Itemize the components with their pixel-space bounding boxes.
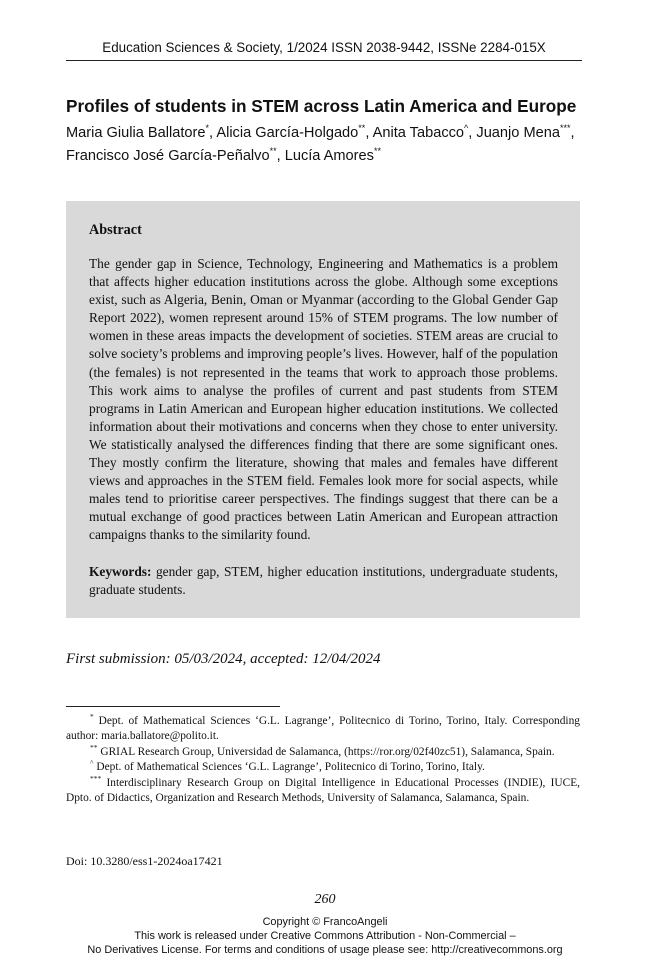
journal-header: Education Sciences & Society, 1/2024 ISSN 2038-9442, ISSNe 2284-015X [102, 40, 546, 55]
keywords-label: Keywords: [89, 564, 152, 579]
paper-title: Profiles of students in STEM across Latin America and Europe [66, 96, 577, 116]
license-line: This work is released under Creative Commons Attribution - Non-Commercial – [134, 930, 516, 942]
author: Francisco José García-Peñalvo**, [66, 146, 285, 164]
author: Alicia García-Holgado**, [216, 123, 373, 141]
abstract-box [66, 201, 580, 618]
footnote-rule [66, 706, 280, 707]
author-list [66, 122, 586, 168]
page-number: 260 [314, 892, 336, 907]
author: Anita Tabacco^, [372, 123, 477, 141]
keywords-list: gender gap, STEM, higher education institutions, undergraduate students, graduate students. [89, 564, 558, 598]
footnote: ** GRIAL Research Group, Universidad de Salamanca, (https://ror.org/02f40zc51), Salamanca, Spain. [90, 743, 555, 758]
license-notice [0, 915, 650, 957]
footnote: * Dept. of Mathematical Sciences ‘G.L. Lagrange’, Politecnico di Torino, Torino, Italy. Corresponding author: maria.ballatore@polito.it. [66, 712, 580, 743]
submission-dates: First submission: 05/03/2024, accepted: 12/04/2024 [66, 651, 381, 667]
header-rule [66, 60, 582, 61]
footnote: *** Interdisciplinary Research Group on Digital Intelligence in Educational Processes (INDIE), IUCE, Dpto. of Didactics, Organization and Research Methods, University of Salamanca, Salamanca, Spain. [66, 773, 580, 805]
footnotes [66, 714, 580, 806]
license-line[interactable]: No Derivatives License. For terms and conditions of usage please see: http://creativecommons.org [87, 944, 563, 956]
abstract-heading: Abstract [89, 222, 142, 238]
doi[interactable]: Doi: 10.3280/ess1-2024oa17421 [66, 854, 223, 868]
author: Juanjo Mena***, [476, 123, 575, 141]
keywords [89, 563, 558, 599]
abstract-text: The gender gap in Science, Technology, Engineering and Mathematics is a problem that affects higher education institutions across the globe. Although some exceptions exist, such as Algeria, Benin, Oman or Myanmar (according to the Global Gender Gap Report 2022), women represent around 15% of STEM programs. The low number of women in these areas impacts the development of societies. STEM areas are crucial to solve society’s problems and improving people’s lives. However, half of the population (the females) is not represented in the teams that work to approach those problems. This work aims to analyse the profiles of current and past students from STEM programs in Latin American and European higher education institutions. We collected information about their motivations and concerns when they chose to enter university. We statistically analysed the differences finding that there are some significant ones. They mostly confirm the literature, showing that males and females have different views and approaches in the STEM field. Females look more for social aspects, while males tend to prioritise career perspectives. The findings suggest that there can be a mutual exchange of good practices between Latin American and European attraction campaigns thanks to the similarity found. [89, 256, 558, 543]
copyright-line: Copyright © FrancoAngeli [262, 916, 388, 928]
author: Maria Giulia Ballatore*, [66, 123, 217, 141]
footnote: ^ Dept. of Mathematical Sciences ‘G.L. Lagrange’, Politecnico di Torino, Torino, Italy. [90, 758, 485, 774]
author: Lucía Amores** [284, 146, 381, 164]
